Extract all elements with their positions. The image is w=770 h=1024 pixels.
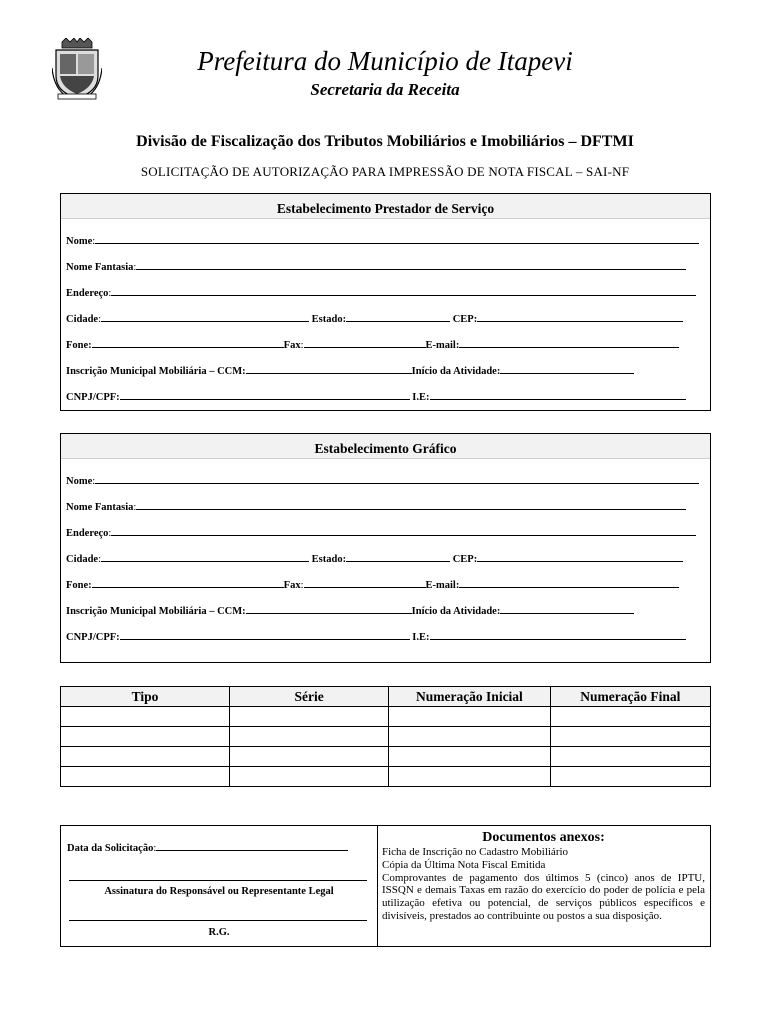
header-tipo: Tipo (61, 687, 230, 707)
nota-fiscal-table (60, 686, 711, 787)
table-cell[interactable] (550, 767, 710, 787)
rg-line[interactable] (69, 920, 367, 921)
cidade-field-1[interactable]: Cidade: Estado: CEP: (66, 313, 683, 325)
ccm-field-2[interactable]: Inscrição Municipal Mobiliária – CCM: Início da Atividade: (66, 605, 634, 617)
endereco-field-2[interactable]: Endereço: (66, 527, 696, 539)
cnpj-field-2[interactable]: CNPJ/CPF: I.E: (66, 631, 686, 643)
section-title-grafico: Estabelecimento Gráfico (314, 441, 457, 456)
fone-field-2[interactable]: Fone: Fax: E-mail: (66, 579, 679, 591)
table-cell[interactable] (61, 767, 230, 787)
cidade-field-2[interactable]: Cidade: Estado: CEP: (66, 553, 683, 565)
nome-field-1[interactable]: Nome: (66, 235, 699, 247)
rg-label: R.G. (208, 927, 230, 938)
table-cell[interactable] (550, 747, 710, 767)
ccm-field-1[interactable]: Inscrição Municipal Mobiliária – CCM: Início da Atividade: (66, 365, 634, 377)
fone-field-1[interactable]: Fone: Fax: E-mail: (66, 339, 679, 351)
cnpj-field-1[interactable]: CNPJ/CPF: I.E: (66, 391, 686, 403)
documents-title: Documentos anexos: (482, 830, 605, 845)
table-cell[interactable] (61, 707, 230, 727)
table-cell[interactable] (389, 727, 550, 747)
table-cell[interactable] (550, 707, 710, 727)
table-row (61, 747, 711, 767)
header-serie: Série (230, 687, 389, 707)
table-cell[interactable] (61, 727, 230, 747)
table-cell[interactable] (389, 767, 550, 787)
signature-label: Assinatura do Responsável ou Representante Legal (104, 886, 334, 897)
signature-documents-box (60, 825, 711, 947)
table-row (61, 767, 711, 787)
header-numeracao-final: Numeração Final (550, 687, 710, 707)
nome-field-2[interactable]: Nome: (66, 475, 699, 487)
page-subtitle: Secretaria da Receita (310, 80, 460, 99)
nome-fantasia-field-1[interactable]: Nome Fantasia: (66, 261, 686, 273)
data-solicitacao-field[interactable]: Data da Solicitação: (67, 842, 348, 854)
endereco-field-1[interactable]: Endereço: (66, 287, 696, 299)
document-item: Comprovantes de pagamento dos últimos 5 (cinco) anos de IPTU, ISSQN e demais Taxas em razão do exercício do poder de polícia e pela utilização efetiva ou potencial, de serviços públicos específicos e divisíveis, prestados ao contribuinte ou postos a sua disposição. (382, 871, 705, 922)
document-item: Ficha de Inscrição no Cadastro Mobiliário (382, 846, 569, 858)
signature-line[interactable] (69, 880, 367, 881)
table-cell[interactable] (230, 767, 389, 787)
form-title: SOLICITAÇÃO DE AUTORIZAÇÃO PARA IMPRESSÃO DE NOTA FISCAL – SAI-NF (140, 164, 630, 179)
documents-list (377, 846, 710, 923)
header-numeracao-inicial: Numeração Inicial (389, 687, 550, 707)
table-cell[interactable] (389, 747, 550, 767)
division-heading: Divisão de Fiscalização dos Tributos Mobiliários e Imobiliários – DFTMI (136, 133, 634, 150)
table-cell[interactable] (230, 707, 389, 727)
table-cell[interactable] (230, 747, 389, 767)
table-row (61, 707, 711, 727)
documents-area (377, 826, 710, 946)
table-cell[interactable] (230, 727, 389, 747)
section-grafico (60, 433, 711, 663)
table-cell[interactable] (550, 727, 710, 747)
table-row (61, 727, 711, 747)
section-title-prestador: Estabelecimento Prestador de Serviço (276, 201, 495, 216)
page-title: Prefeitura do Município de Itapevi (197, 46, 573, 76)
section-prestador (60, 193, 711, 411)
signature-area (61, 826, 378, 946)
nome-fantasia-field-2[interactable]: Nome Fantasia: (66, 501, 686, 513)
table-cell[interactable] (389, 707, 550, 727)
document-item: Cópia da Última Nota Fiscal Emitida (382, 858, 546, 871)
table-cell[interactable] (61, 747, 230, 767)
